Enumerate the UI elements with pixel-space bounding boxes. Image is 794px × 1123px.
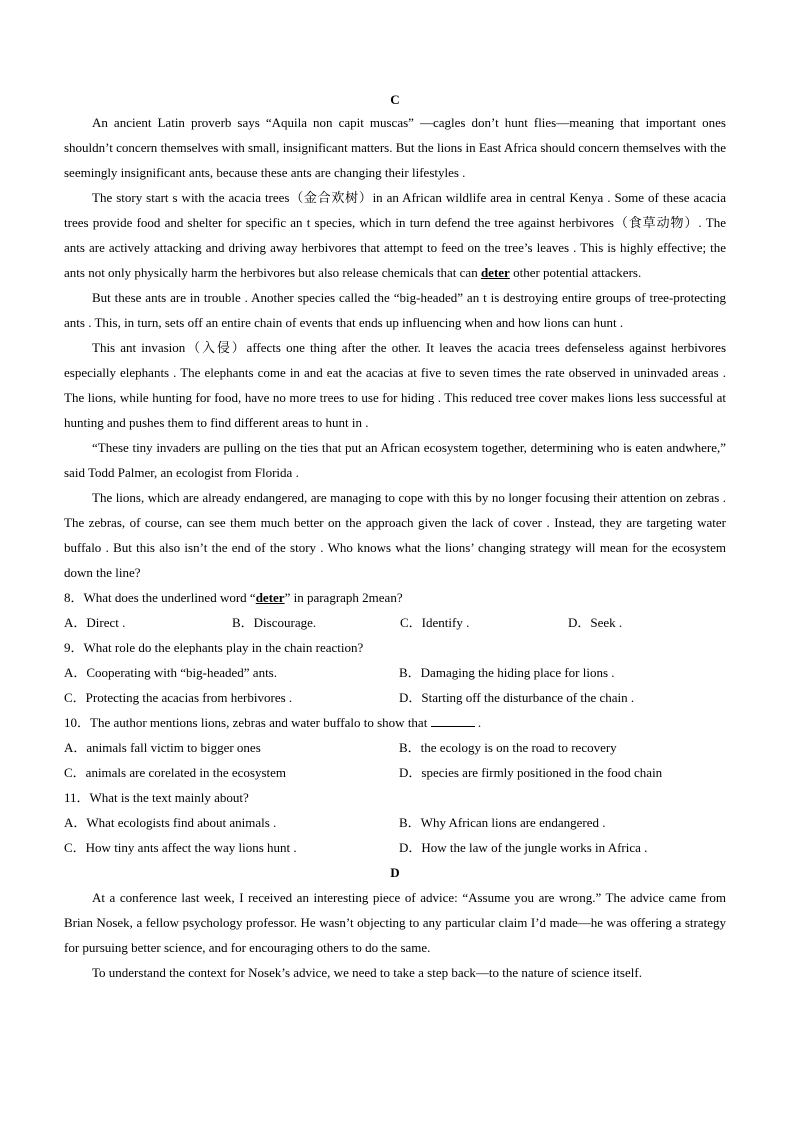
section-c-title: C <box>390 92 400 107</box>
q11-option-a: A．What ecologists find about animals . <box>64 815 277 830</box>
q10-option-d: D．species are firmly positioned in the food chain <box>399 765 663 780</box>
underlined-word-deter: deter <box>480 265 510 280</box>
question-11-options-row-2 <box>64 835 726 860</box>
d-paragraph-2: To understand the context for Nosek’s advice, we need to take a step back—to the nature of science itself. <box>92 965 642 980</box>
c-paragraph-1: An ancient Latin proverb says “Aquila non capit muscas” —cagles don’t hunt flies—meaning that important ones shouldn’t concern themselves with small, insignificant matters. But the lions in East Africa should concern themselves with the seemingly insignificant ants, because these ants are changing their lifestyles . <box>64 115 726 180</box>
section-d-title: D <box>390 865 400 880</box>
q9-option-d: D．Starting off the disturbance of the chain . <box>399 690 635 705</box>
c-paragraph-2 <box>64 185 726 285</box>
q11-option-b: B．Why African lions are endangered . <box>399 815 606 830</box>
question-11-options-row-1 <box>64 810 726 835</box>
q8-option-d: D．Seek . <box>568 615 623 630</box>
question-10-options-row-1 <box>64 735 726 760</box>
q10-option-b: B．the ecology is on the road to recovery <box>399 740 617 755</box>
c-paragraph-2-part1: The story start s with the acacia trees（金合欢树）in an African wildlife area in central Kenya . Some of these acacia trees provide food and shelter for specific an t species, which in turn defend the tree against herbivores（食草动物）. The ants are actively attacking and driving away herbivores that attempt to feed on the tree’s leaves . This is highly effective; the ants not only physically harm the herbivores but also release chemicals that can <box>64 190 726 280</box>
q9-option-c: C．Protecting the acacias from herbivores . <box>64 690 293 705</box>
q11-option-d: D．How the law of the jungle works in Africa . <box>399 840 648 855</box>
c-paragraph-6: The lions, which are already endangered, are managing to cope with this by no longer focusing their attention on zebras . The zebras, of course, can see them much better on the approach given the lack of cover . Instead, they are targeting water buffalo . But this also isn’t the end of the story . Who knows what the lions’ changing strategy will mean for the ecosystem down the line? <box>64 490 726 580</box>
q10-stem-part1: 10．The author mentions lions, zebras and water buffalo to show that <box>64 715 431 730</box>
question-11-stem: 11．What is the text mainly about? <box>64 790 249 805</box>
q9-option-a: A．Cooperating with “big-headed” ants. <box>64 665 277 680</box>
question-8-options <box>64 610 726 635</box>
c-paragraph-5: “These tiny invaders are pulling on the ties that put an African ecosystem together, determining who is eaten andwhere,” said Todd Palmer, an ecologist from Florida . <box>64 440 726 480</box>
q8-underlined-word: deter <box>255 590 285 605</box>
question-10-stem <box>64 710 726 735</box>
c-paragraph-2-part2: other potential attackers. <box>509 265 642 280</box>
q8-stem-part2: ” in paragraph 2mean? <box>284 590 403 605</box>
question-9-stem: 9．What role do the elephants play in the chain reaction? <box>64 640 364 655</box>
question-8-stem <box>64 585 726 610</box>
question-9-options-row-2 <box>64 685 726 710</box>
q8-stem-part1: 8．What does the underlined word “ <box>64 590 256 605</box>
q10-option-a: A．animals fall victim to bigger ones <box>64 740 261 755</box>
q9-option-b: B．Damaging the hiding place for lions . <box>399 665 615 680</box>
c-paragraph-3: But these ants are in trouble . Another species called the “big-headed” an t is destroying entire groups of tree-protecting ants . This, in turn, sets off an entire chain of events that ends up influencing when and how lions can hunt . <box>64 290 726 330</box>
d-paragraph-1: At a conference last week, I received an interesting piece of advice: “Assume you are wrong.” The advice came from Brian Nosek, a fellow psychology professor. He wasn’t objecting to any particular claim I’d made—he was offering a strategy for pursuing better science, and for encouraging others to do the same. <box>64 890 726 955</box>
q10-stem-part2: . <box>474 715 482 730</box>
c-paragraph-4: This ant invasion（入侵）affects one thing after the other. It leaves the acacia trees defenseless against herbivores especially elephants . The elephants come in and eat the acacias at five to seven times the rate observed in uninvaded areas . The lions, while hunting for food, have no more trees to use for hiding . This reduced tree cover makes lions less successful at hunting and pushes them to find different areas to hunt in . <box>64 340 726 430</box>
exam-page <box>64 90 726 985</box>
answer-blank <box>431 714 475 727</box>
question-9-options-row-1 <box>64 660 726 685</box>
q8-option-c: C．Identify . <box>400 615 470 630</box>
question-10-options-row-2 <box>64 760 726 785</box>
q8-option-b: B．Discourage. <box>232 615 317 630</box>
q10-option-c: C．animals are corelated in the ecosystem <box>64 765 287 780</box>
q11-option-c: C．How tiny ants affect the way lions hunt . <box>64 840 297 855</box>
q8-option-a: A．Direct . <box>64 615 126 630</box>
